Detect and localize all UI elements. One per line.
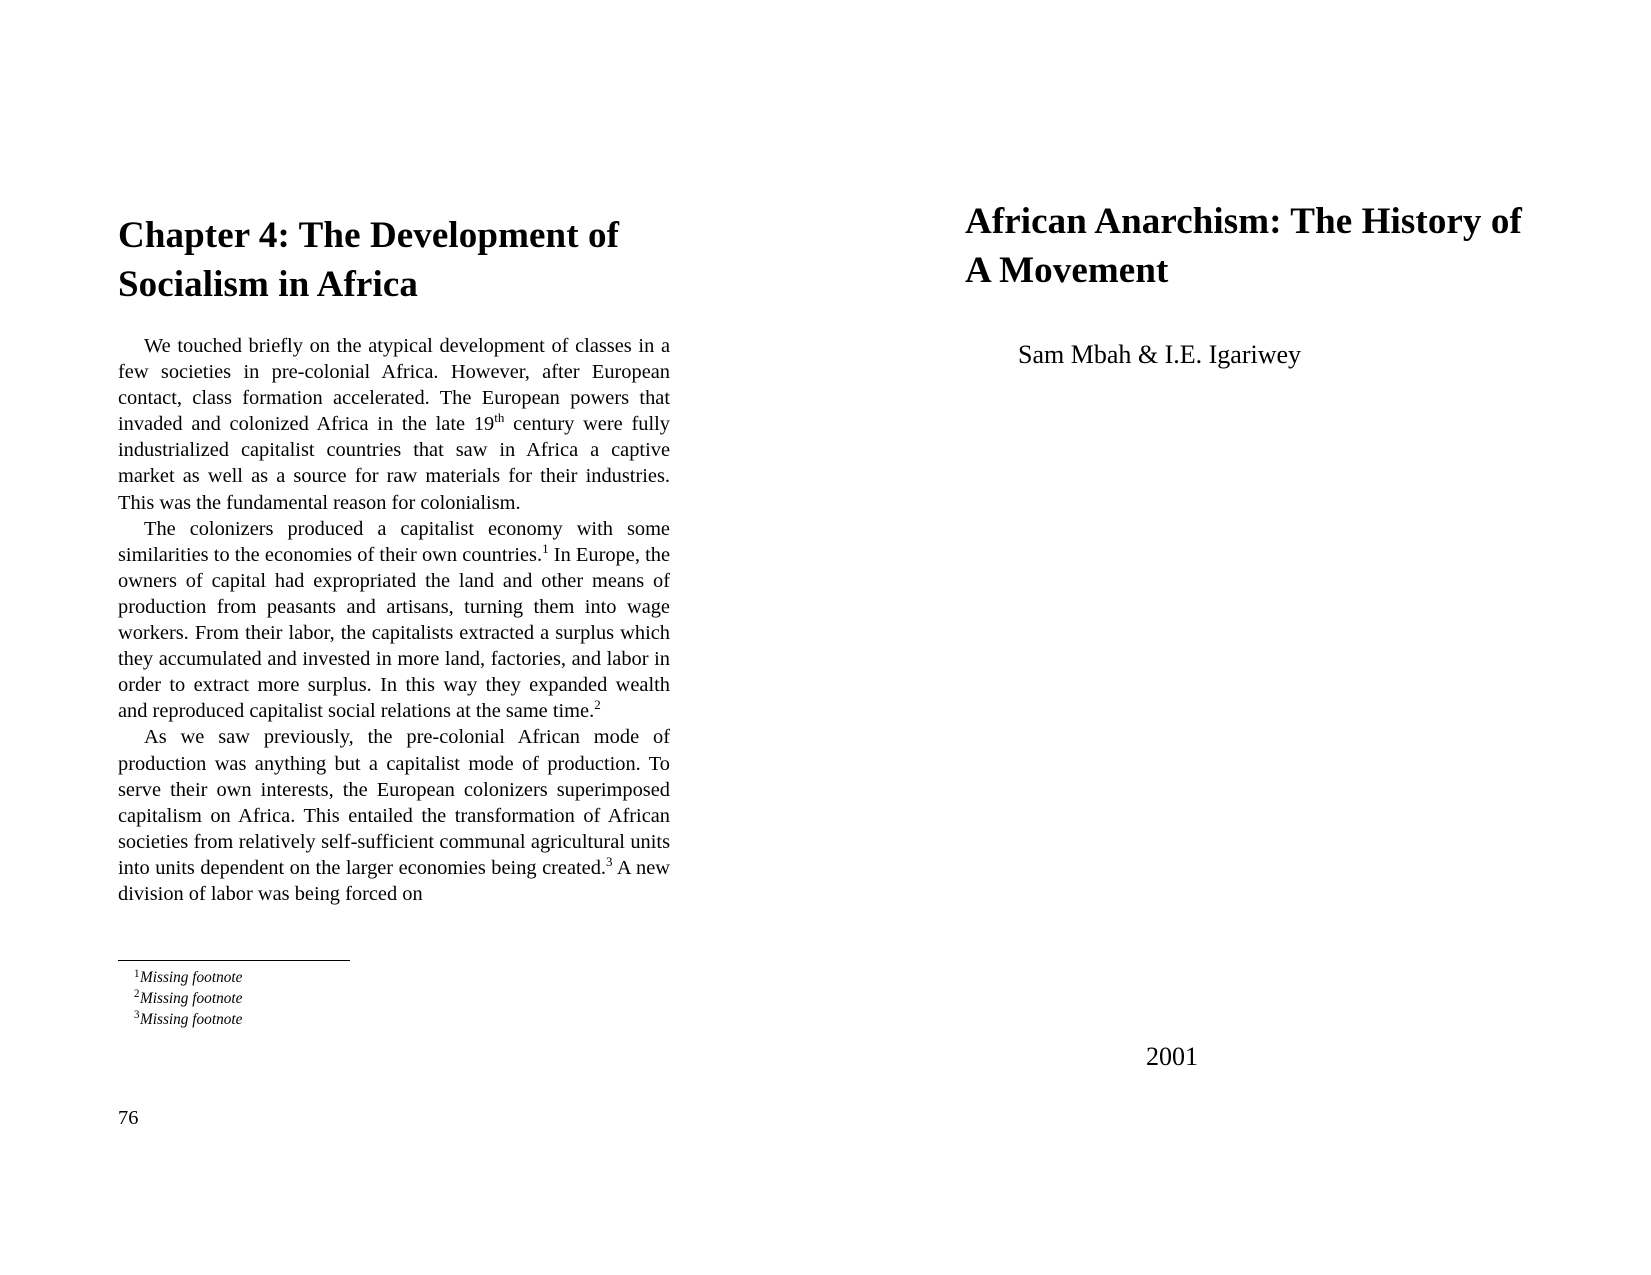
paragraph-2-tail: In Europe, the owners of capital had expropriated the land and other means of production from peasants and artisans, turning them into wage workers. From their labor, the capitalists extracted a surplus which they accumulated and invested in more land, factories, and labor in order to extract more surplus. In this way they expanded wealth and reproduced capitalist social relations at the same time. <box>118 543 670 723</box>
paragraph-3 <box>118 724 670 907</box>
footnote-list <box>118 968 678 1030</box>
footnote-area <box>118 960 678 1030</box>
book-authors: Sam Mbah & I.E. Igariwey <box>1018 340 1302 369</box>
footnote-text: Missing footnote <box>140 989 243 1007</box>
footnote-marker-1[interactable]: 1 <box>542 540 549 556</box>
footnote-item <box>134 968 678 989</box>
paragraph-1 <box>118 333 670 516</box>
footnote-marker-3[interactable]: 3 <box>606 853 613 869</box>
paragraph-2-text: The colonizers produced a capitalist economy with some similarities to the economies of their own countries. <box>118 517 670 566</box>
footnote-text: Missing footnote <box>140 1010 243 1028</box>
page-number: 76 <box>118 1107 139 1129</box>
paragraph-1-tail: century were fully industrialized capitalist countries that saw in Africa a captive market as well as a source for raw materials for their industries. This was the fundamental reason for colonialism. <box>118 413 670 514</box>
footnote-item <box>134 989 678 1010</box>
ordinal-superscript-th: th <box>494 410 505 426</box>
paragraph-2 <box>118 516 670 725</box>
publication-year: 2001 <box>1146 1042 1198 1071</box>
footnote-text: Missing footnote <box>140 969 243 986</box>
footnote-number: 1 <box>134 967 140 980</box>
left-page <box>0 0 825 1275</box>
footnote-separator-rule <box>118 960 350 961</box>
right-page <box>825 0 1651 1275</box>
footnote-number: 2 <box>134 988 140 1001</box>
footnote-number: 3 <box>134 1009 140 1022</box>
paragraph-1-text: We touched briefly on the atypical development of classes in a few societies in pre-colonial Africa. However, after European contact, class formation accelerated. The European powers that invaded and colonized Africa in the late 19 <box>118 335 670 436</box>
footnote-item <box>134 1010 678 1031</box>
body-text <box>118 333 670 907</box>
book-title: African Anarchism: The History of A Movement <box>965 200 1522 291</box>
chapter-title: Chapter 4: The Development of Socialism in Africa <box>118 214 619 305</box>
paragraph-3-text: As we saw previously, the pre-colonial African mode of production was anything but a capitalist mode of production. To serve their own interests, the European colonizers superimposed capitalism on Africa. This entailed the transformation of African societies from relatively self-sufficient communal agricultural units into units dependent on the larger economies being created. <box>118 726 670 879</box>
paragraph-3-tail: A new division of labor was being forced on <box>118 856 670 905</box>
footnote-marker-2[interactable]: 2 <box>594 697 601 713</box>
